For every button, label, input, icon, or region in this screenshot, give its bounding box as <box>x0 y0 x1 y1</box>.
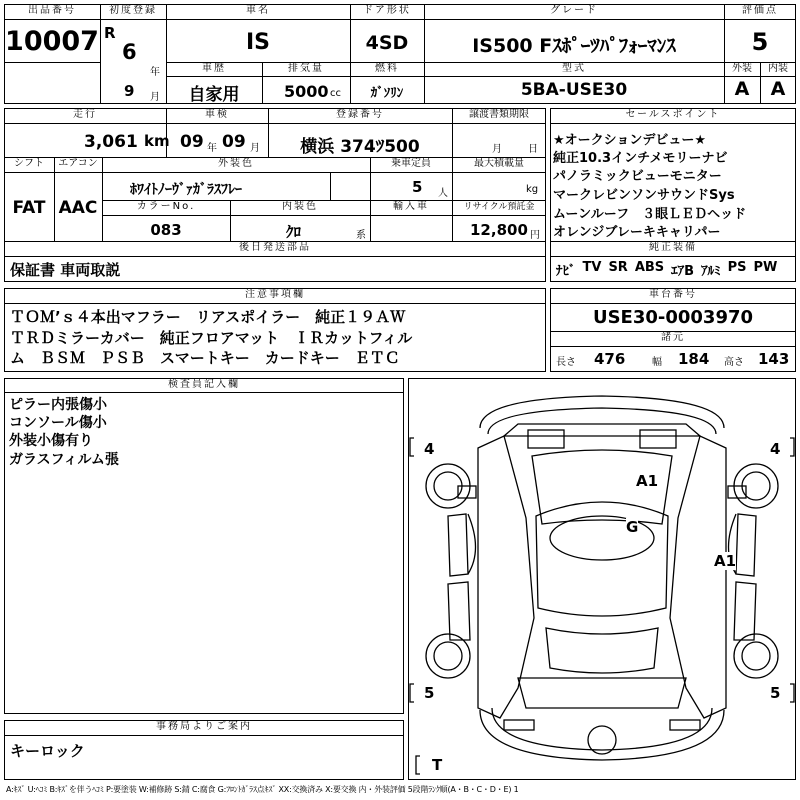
car-name: IS <box>245 30 271 55</box>
length-label: 長さ <box>556 357 576 368</box>
mileage: 3,061 <box>84 132 138 152</box>
reg-month: 9 <box>124 82 135 100</box>
sales-point-3: パノラミックビューモニター <box>553 169 722 184</box>
color-number: 083 <box>150 221 182 239</box>
sales-point-6: オレンジブレーキキャリパー <box>553 225 721 240</box>
door-type: 4SD <box>365 32 409 54</box>
notes-line-3: ム ＢＳＭ ＰＳＢ スマートキー カードキー ＥＴＣ <box>10 349 400 367</box>
equipment-item: ｴｱB <box>671 264 695 279</box>
color-label: 外装色 <box>218 158 254 169</box>
inspector-note-1: ピラー内張傷小 <box>9 397 107 413</box>
inspector-label: 検査員記入欄 <box>168 379 240 390</box>
equipment-item: SR <box>608 260 628 275</box>
era: R <box>104 24 116 42</box>
plate-number: 横浜 374ﾂ500 <box>300 137 420 157</box>
inspector-note-3: 外装小傷有り <box>9 433 93 449</box>
load-label: 最大積載量 <box>474 158 524 169</box>
interior-color-label: 内装色 <box>282 201 318 212</box>
notes-label: 注意事項欄 <box>245 289 305 300</box>
equipment-item: PS <box>727 260 747 275</box>
tire-front-right: 4 <box>770 440 781 458</box>
inspection-year: 09 <box>180 132 204 152</box>
equipment-item: ｱﾙﾐ <box>701 264 721 279</box>
inspector-note-2: コンソール傷小 <box>9 415 107 431</box>
length: 476 <box>594 350 626 368</box>
notes-line-1: ＴＯＭ’ｓ４本出マフラー リアスポイラー 純正１９ＡＷ <box>10 308 406 326</box>
grade-label: グレード <box>550 5 598 16</box>
displacement-label: 排気量 <box>288 63 324 74</box>
first-reg-label: 初度登録 <box>109 5 157 16</box>
recycle-fee: 12,800 <box>470 221 528 239</box>
height: 143 <box>758 350 790 368</box>
equipment-label: 純正装備 <box>649 242 697 253</box>
lot-label: 出品番号 <box>28 5 76 16</box>
notes-line-2: ＴＲＤミラーカバー 純正フロアマット ＩＲカットフィル <box>10 329 413 347</box>
interior-grade: A <box>770 78 786 100</box>
interior-label: 内装 <box>768 63 788 74</box>
score-label: 評価点 <box>742 5 778 16</box>
sales-points-label: セールスポイント <box>625 109 721 120</box>
import-label: 輸入車 <box>393 201 429 212</box>
model-code: 5BA-USE30 <box>520 80 628 100</box>
transfer-day-unit: 日 <box>528 144 538 155</box>
exterior-label: 外装 <box>732 63 752 74</box>
interior-color-unit: 系 <box>356 230 366 241</box>
damage-mark: A1 <box>714 552 737 570</box>
equipment-item: ABS <box>634 260 665 275</box>
transfer-month-unit: 月 <box>492 144 502 155</box>
capacity-unit: 人 <box>438 188 448 199</box>
model-label: 型式 <box>562 63 586 74</box>
color-no-label: カラーNo. <box>136 201 196 212</box>
sales-point-4: マークレビンソンサウンドSys <box>553 188 735 203</box>
ac-label: エアコン <box>58 158 98 169</box>
fuel-label: 燃料 <box>375 63 399 74</box>
equipment-list <box>556 260 792 279</box>
car-name-label: 車名 <box>246 5 270 16</box>
load-unit: kg <box>526 184 539 195</box>
shift-label: シフト <box>14 158 44 169</box>
aircon: AAC <box>58 198 98 218</box>
inspection-month: 09 <box>222 132 246 152</box>
legend: A:ｷｽﾞ U:ﾍｺﾐ B:ｷｽﾞを伴うﾍｺﾐ P:要塗装 W:補修跡 S:錆 C:腐食 G:ﾌﾛﾝﾄｶﾞﾗｽ点ｷｽﾞ XX:交換済み X:要交換 内・外装評価 5段階ﾗﾝｸ順(A・B・C・D・E) 1 <box>6 785 519 794</box>
transfer-label: 譲渡書類期限 <box>469 109 529 120</box>
chassis-label: 車台番号 <box>649 289 697 300</box>
inspection-label: 車検 <box>205 109 229 120</box>
body-color: ﾎﾜｲﾄﾉｰｳﾞｧｶﾞﾗｽﾌﾚｰ <box>130 182 242 198</box>
office-notice: キーロック <box>10 742 85 760</box>
inspector-note-4: ガラスフィルム張 <box>9 452 119 468</box>
score: 5 <box>751 28 769 56</box>
office-label: 事務局よりご案内 <box>156 721 252 732</box>
car-diagram <box>408 378 796 780</box>
later-parts-label: 後日発送部品 <box>239 242 311 253</box>
history-label: 車歴 <box>202 63 226 74</box>
mileage-label: 走行 <box>73 109 97 120</box>
shift: FAT <box>12 198 46 218</box>
chassis-number: USE30-0003970 <box>592 307 754 328</box>
dimensions-label: 諸元 <box>661 332 685 343</box>
equipment-item: TV <box>582 260 602 275</box>
height-label: 高さ <box>724 357 744 368</box>
sales-point-5: ムーンルーフ ３眼ＬＥＤヘッド <box>553 207 747 222</box>
reg-month-unit: 月 <box>150 92 160 103</box>
capacity-label: 乗車定員 <box>391 158 431 169</box>
tire-rear-right: 5 <box>770 684 781 702</box>
tread-marker: T <box>432 756 443 774</box>
reg-year-unit: 年 <box>150 67 160 78</box>
inspection-year-unit: 年 <box>207 143 217 154</box>
grade: IS500 Fｽﾎﾟｰﾂﾊﾟﾌｫｰﾏﾝｽ <box>472 35 676 57</box>
tire-rear-left: 5 <box>424 684 435 702</box>
plate-label: 登録番号 <box>336 109 384 120</box>
history: 自家用 <box>188 85 240 105</box>
equipment-item: ﾅﾋﾞ <box>556 264 576 279</box>
sales-point-2: 純正10.3インチメモリーナビ <box>553 151 728 166</box>
sales-point-1: ★オークションデビュー★ <box>553 133 707 148</box>
recycle-label: リサイクル預託金 <box>463 202 535 212</box>
fuel: ｶﾞｿﾘﾝ <box>370 86 404 101</box>
damage-mark: A1 <box>636 472 659 490</box>
displacement: 5000 <box>284 82 329 101</box>
capacity: 5 <box>412 178 423 196</box>
later-parts: 保証書 車両取説 <box>10 261 121 279</box>
cc-unit: cc <box>330 88 341 99</box>
damage-mark: G <box>626 518 639 536</box>
tire-front-left: 4 <box>424 440 435 458</box>
inspection-month-unit: 月 <box>250 143 260 154</box>
recycle-unit: 円 <box>530 230 540 241</box>
exterior-grade: A <box>734 78 750 100</box>
lot-number: 10007 <box>5 26 99 57</box>
width: 184 <box>678 350 710 368</box>
width-label: 幅 <box>652 357 662 368</box>
interior-color: ｸﾛ <box>286 223 302 241</box>
km-unit: km <box>144 132 170 150</box>
equipment-item: PW <box>753 260 778 275</box>
reg-year: 6 <box>122 40 137 64</box>
door-label: ドア形状 <box>363 5 411 16</box>
